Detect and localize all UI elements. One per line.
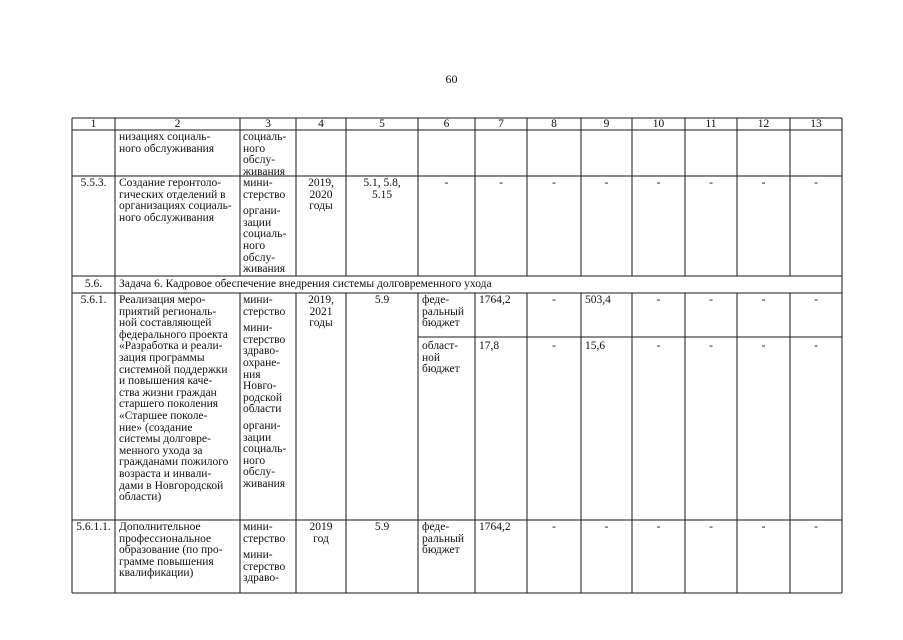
value-cell: - <box>814 521 818 533</box>
executor-text: социаль- <box>243 443 287 456</box>
value-cell: - <box>761 340 766 352</box>
row-id: 5.5.3. <box>80 177 107 189</box>
years-text: 2020 <box>309 188 333 201</box>
column-header: 9 <box>603 118 610 130</box>
value-cell: - <box>604 521 609 533</box>
measure-name: Создание геронтоло- <box>119 177 222 189</box>
row-id: 5.6. <box>84 278 103 290</box>
funding-source: бюджет <box>422 363 460 376</box>
executor-text: социаль- <box>243 131 287 143</box>
executor-text: зации <box>243 216 272 229</box>
executor-text: мини- <box>243 549 273 562</box>
column-header: 10 <box>652 118 665 130</box>
measure-name: системы долговре- <box>119 433 211 446</box>
measure-name: менного ухода за <box>119 444 203 457</box>
years-text: годы <box>309 317 333 330</box>
value-cell: 15,6 <box>585 340 606 352</box>
executor-text: живания <box>243 165 286 178</box>
measure-name: ного обслуживания <box>119 142 215 155</box>
executor-text: обслу- <box>243 466 276 479</box>
column-header: 5 <box>379 118 385 130</box>
column-header: 8 <box>551 118 557 130</box>
funding-source: феде- <box>422 521 450 533</box>
measure-name: образование (по про- <box>119 544 223 557</box>
executor-text: органи- <box>243 420 281 432</box>
measure-name: ной составляющей <box>119 317 212 330</box>
funding-source: ной <box>422 351 441 364</box>
value-cell: - <box>761 521 766 533</box>
executor-text: обслу- <box>243 251 276 264</box>
executor-text: мини- <box>243 177 273 189</box>
measure-name: гражданами пожилого <box>119 456 229 469</box>
value-cell: - <box>709 177 713 189</box>
value-cell: - <box>604 177 609 189</box>
column-header: 11 <box>705 118 717 130</box>
value-cell: - <box>709 521 713 533</box>
column-header: 3 <box>265 118 271 130</box>
measure-name: гических отделений в <box>119 188 226 201</box>
funding-source: бюджет <box>422 317 460 330</box>
executor-text: зации <box>243 431 272 444</box>
executor-text: живания <box>243 263 286 276</box>
executor-text: органи- <box>243 205 281 218</box>
value-cell: - <box>709 294 713 306</box>
measure-name: федерального проекта <box>119 328 228 341</box>
funding-source: област- <box>422 340 459 352</box>
years-text: 2019, <box>308 177 334 189</box>
years-text: годы <box>309 200 333 213</box>
executor-text: мини- <box>243 322 273 335</box>
funding-source: бюджет <box>422 544 460 557</box>
measure-name: приятий региональ- <box>119 305 217 318</box>
value-cell: - <box>814 340 818 352</box>
value-cell: - <box>656 340 661 352</box>
executor-text: стерство <box>243 560 286 573</box>
executor-text: родской <box>243 391 283 404</box>
value-cell: 503,4 <box>585 294 611 306</box>
executor-text: стерство <box>243 188 286 201</box>
measure-name: квалификации) <box>119 567 194 580</box>
measure-name: ства жизни граждан <box>119 386 217 399</box>
row-id: 5.6.1. <box>80 294 107 306</box>
measure-name: области) <box>119 491 162 504</box>
executor-text: стерство <box>243 333 286 346</box>
years-text: год <box>313 532 329 545</box>
executor-text: стерство <box>243 305 286 318</box>
executor-text: мини- <box>243 521 273 533</box>
value-cell: - <box>656 294 661 306</box>
value-cell: - <box>552 521 556 533</box>
measure-name: системной поддержки <box>119 363 228 376</box>
value-cell: 1764,2 <box>479 521 511 533</box>
measure-name: «Старшее поколе- <box>119 410 208 422</box>
executor-text: ния <box>243 368 261 381</box>
years-text: 2019 <box>309 521 333 533</box>
value-cell: - <box>761 177 766 189</box>
column-header: 12 <box>757 118 770 130</box>
indicator-text: 5.1, 5.8, <box>363 177 401 189</box>
executor-text: охране- <box>243 357 281 369</box>
value-cell: - <box>499 177 503 189</box>
page-number: 60 <box>445 72 458 86</box>
executor-text: области <box>243 403 282 416</box>
row-id: 5.6.1.1. <box>76 521 111 533</box>
executor-text: ного <box>243 240 266 252</box>
measure-name: организациях социаль- <box>119 200 232 213</box>
task-title: Задача 6. Кадровое обеспечение внедрения системы долговременного ухода <box>119 278 492 290</box>
funding-source: - <box>444 177 449 189</box>
executor-text: Новго- <box>243 380 277 393</box>
measure-name: профессиональное <box>119 532 212 545</box>
value-cell: - <box>656 521 661 533</box>
value-cell: - <box>656 177 661 189</box>
column-header: 4 <box>318 118 324 130</box>
value-cell: 1764,2 <box>479 294 511 306</box>
value-cell: - <box>552 340 556 352</box>
executor-text: стерство <box>243 532 286 545</box>
value-cell: 17,8 <box>479 340 500 352</box>
executor-text: ного <box>243 142 266 155</box>
executor-text: обслу- <box>243 154 276 167</box>
value-cell: - <box>814 294 818 306</box>
funding-source: ральный <box>422 305 464 318</box>
funding-source: ральный <box>422 532 464 545</box>
measure-name: Дополнительное <box>119 521 201 533</box>
indicator-text: 5.9 <box>374 521 390 533</box>
column-header: 6 <box>443 118 450 130</box>
funding-source: феде- <box>422 294 450 306</box>
executor-text: здраво- <box>243 572 279 585</box>
column-header: 1 <box>90 118 97 130</box>
column-header: 2 <box>174 118 181 130</box>
indicator-text: 5.9 <box>374 294 390 306</box>
measure-name: дами в Новгородской <box>119 479 224 492</box>
value-cell: - <box>709 340 713 352</box>
measure-name: возраста и инвали- <box>119 468 212 480</box>
measure-name: Реализация меро- <box>119 294 206 306</box>
measure-name: «Разработка и реали- <box>119 340 223 353</box>
years-text: 2021 <box>309 305 333 318</box>
value-cell: - <box>761 294 766 306</box>
column-header: 7 <box>498 118 504 130</box>
measure-name: старшего поколения <box>119 398 219 411</box>
measure-name: низациях социаль- <box>119 131 211 143</box>
executor-text: ного <box>243 454 266 467</box>
column-header: 13 <box>810 118 822 130</box>
value-cell: - <box>814 177 818 189</box>
indicator-text: 5.15 <box>371 188 393 201</box>
value-cell: - <box>552 294 556 306</box>
measure-name: грамме повышения <box>119 555 214 568</box>
measure-name: ного обслуживания <box>119 211 215 224</box>
measure-name: и повышения каче- <box>119 375 213 388</box>
executor-text: мини- <box>243 294 273 306</box>
measure-name: зация программы <box>119 352 205 364</box>
executor-text: здраво- <box>243 345 279 358</box>
years-text: 2019, <box>308 294 334 306</box>
executor-text: живания <box>243 478 286 490</box>
measure-name: ние» (создание <box>119 421 193 434</box>
value-cell: - <box>552 177 556 189</box>
executor-text: социаль- <box>243 228 287 241</box>
